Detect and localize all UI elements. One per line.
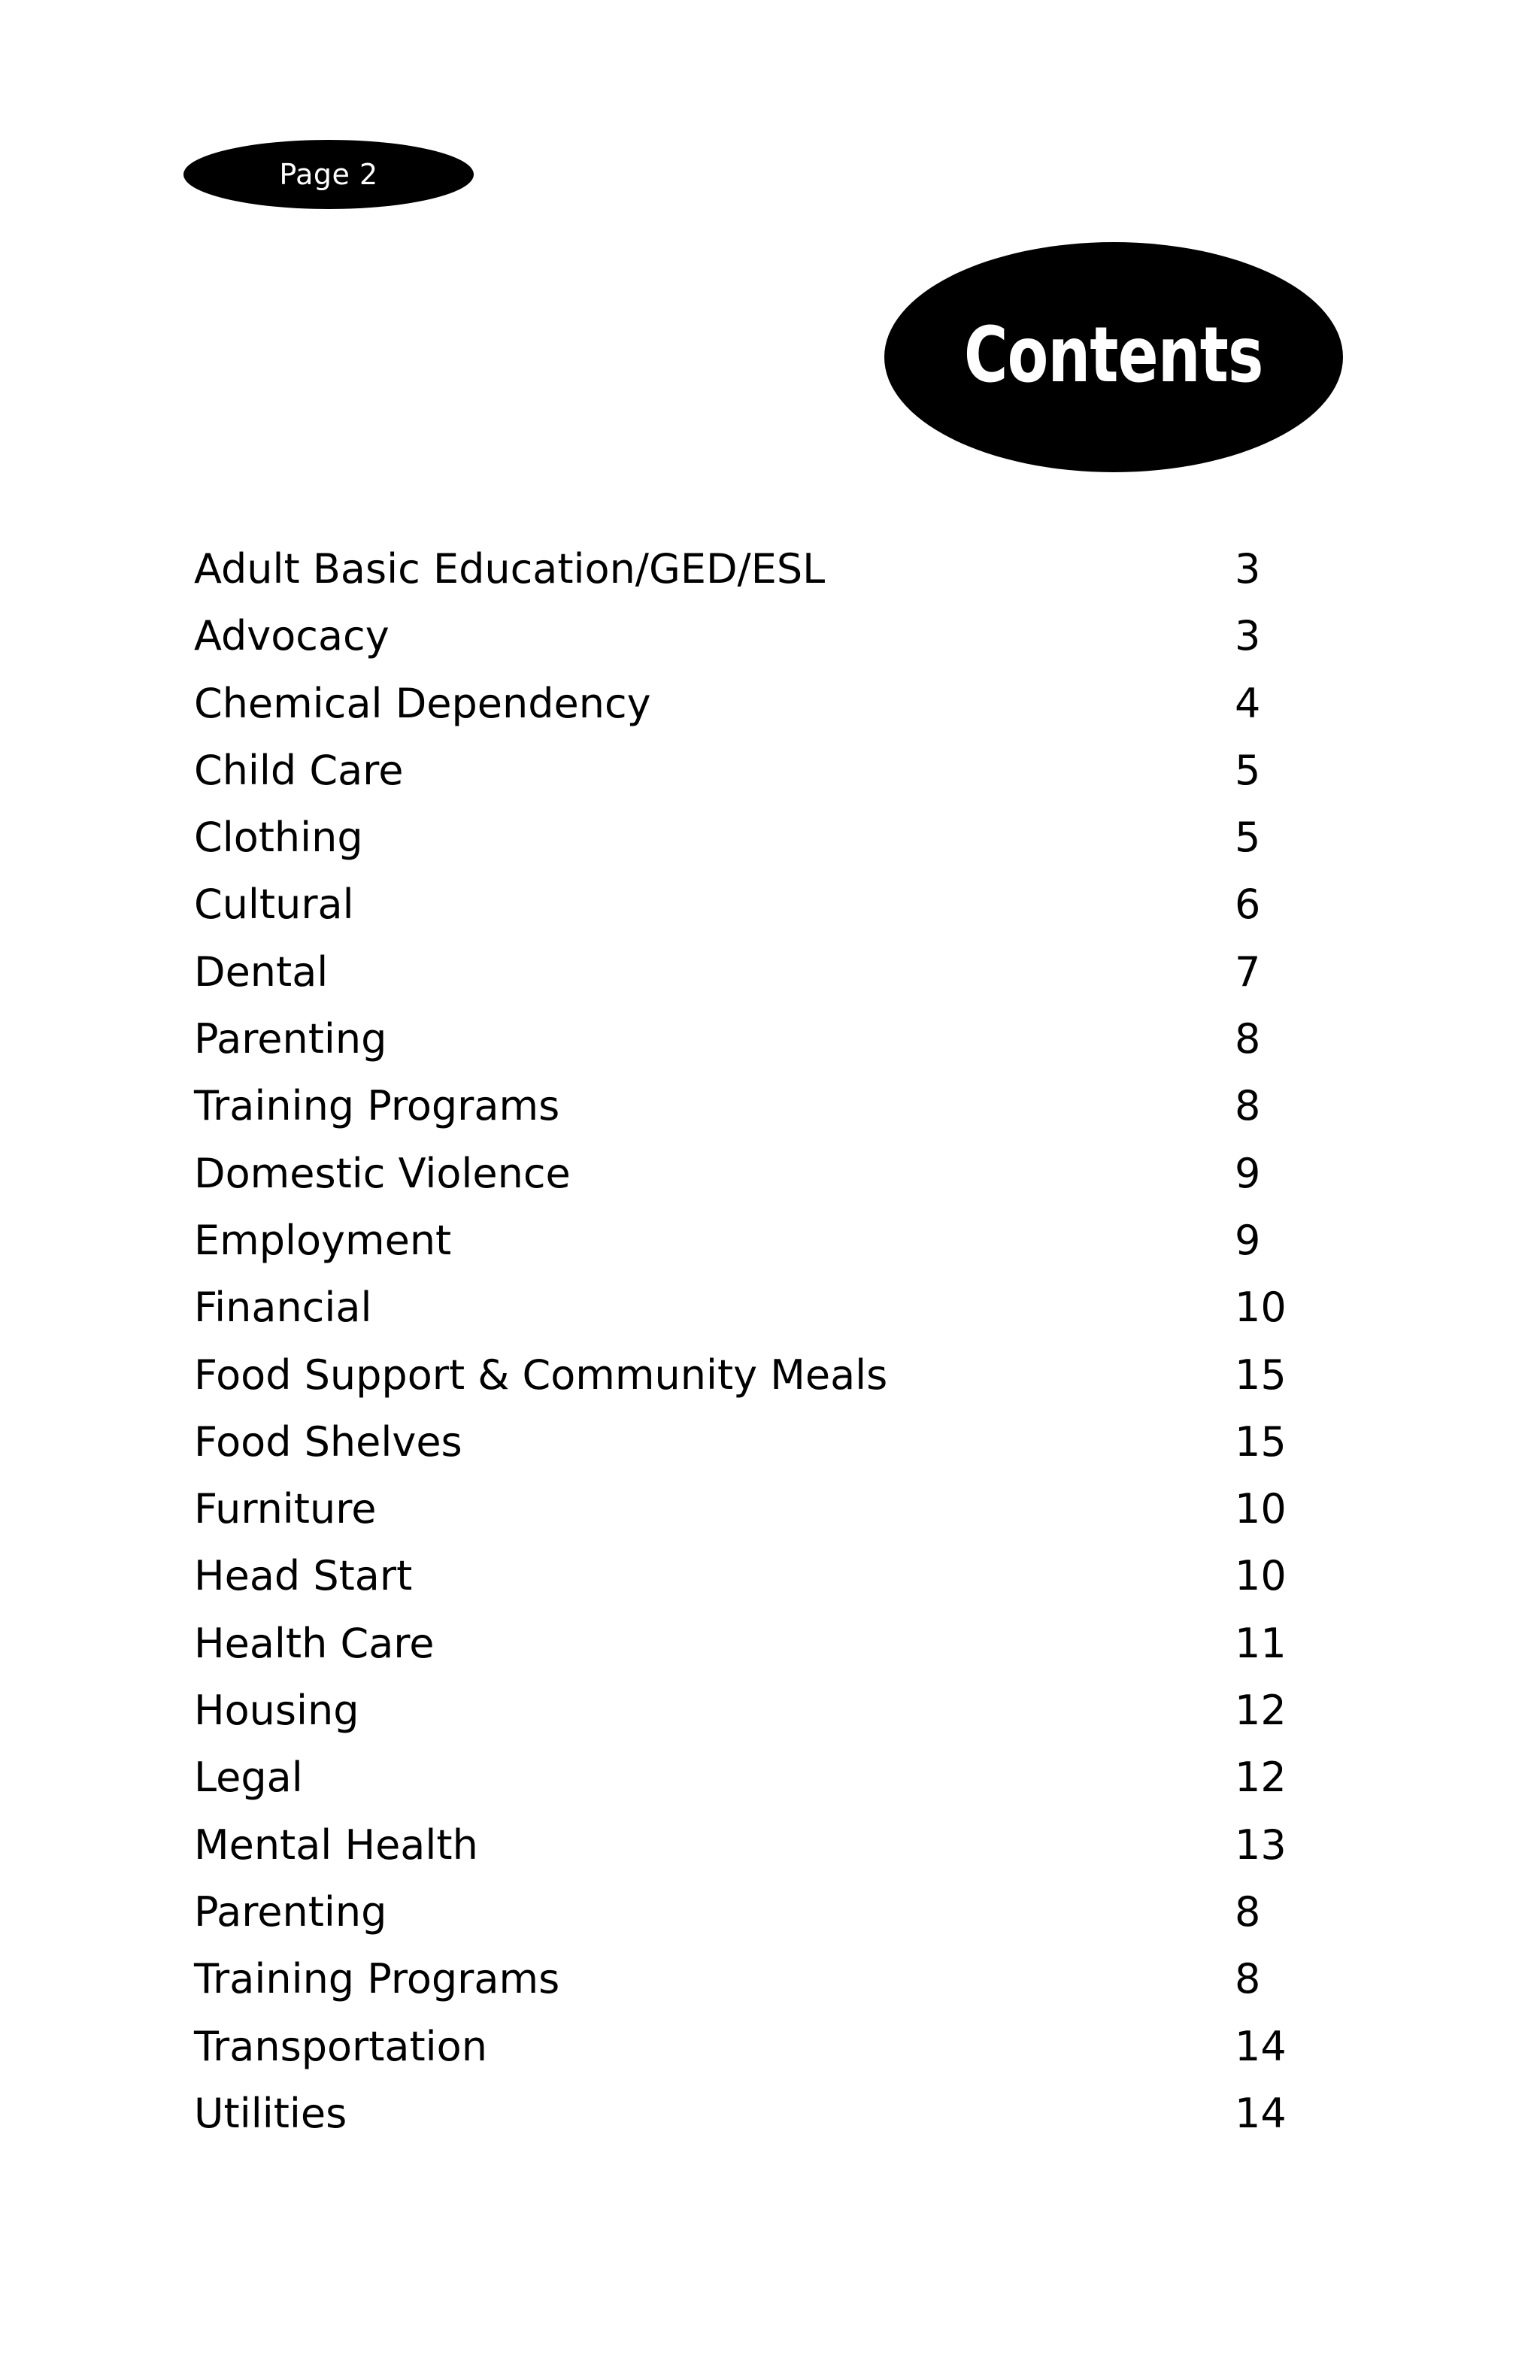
toc-entry-label: Utilities [194,2089,347,2137]
toc-entry-page: 13 [1235,1821,1287,1869]
toc-entry-label: Food Shelves [194,1417,462,1466]
toc-entry-page: 14 [1235,2022,1287,2070]
toc-entry-page: 11 [1235,1619,1287,1667]
toc-row[interactable] [194,670,1299,737]
toc-entry-page: 5 [1235,814,1261,862]
toc-entry-page: 8 [1235,1082,1261,1130]
toc-entry-label: Training Programs [194,1955,560,2003]
toc-row[interactable] [194,871,1299,938]
toc-entry-label: Health Care [194,1619,435,1667]
contents-title-oval [884,242,1343,472]
toc-entry-label: Legal [194,1754,303,1802]
page-number-label: Page 2 [279,158,378,191]
toc-entry-label: Transportation [194,2022,487,2070]
toc-row[interactable] [194,2080,1299,2147]
toc-row[interactable] [194,2013,1299,2080]
toc-row[interactable] [194,938,1299,1005]
toc-row[interactable] [194,1878,1299,1945]
toc-row[interactable] [194,1274,1299,1341]
toc-entry-page: 9 [1235,1149,1261,1197]
page-title: Contents [964,310,1263,400]
toc-row[interactable] [194,1945,1299,2012]
toc-entry-label: Domestic Violence [194,1149,571,1197]
page-number-badge [183,140,474,209]
toc-entry-label: Housing [194,1687,359,1735]
toc-row[interactable] [194,1610,1299,1677]
toc-entry-page: 15 [1235,1417,1287,1466]
toc-entry-page: 3 [1235,612,1261,660]
toc-entry-label: Furniture [194,1485,377,1533]
toc-entry-label: Head Start [194,1552,413,1600]
toc-row[interactable] [194,737,1299,804]
toc-row[interactable] [194,1408,1299,1475]
toc-row[interactable] [194,1542,1299,1609]
toc-entry-label: Adult Basic Education/GED/ESL [194,545,826,593]
toc-row[interactable] [194,1812,1299,1878]
toc-entry-page: 8 [1235,1955,1261,2003]
toc-entry-label: Dental [194,947,329,996]
toc-entry-page: 10 [1235,1552,1287,1600]
toc-entry-page: 15 [1235,1351,1287,1399]
toc-row[interactable] [194,804,1299,871]
toc-row[interactable] [194,1677,1299,1744]
toc-entry-label: Advocacy [194,612,390,660]
toc-entry-page: 12 [1235,1754,1287,1802]
toc-entry-page: 8 [1235,1887,1261,1936]
toc-row[interactable] [194,1475,1299,1542]
toc-entry-page: 7 [1235,947,1261,996]
toc-entry-label: Employment [194,1216,452,1264]
toc-row[interactable] [194,1744,1299,1811]
toc-row[interactable] [194,602,1299,669]
table-of-contents [194,535,1299,2147]
toc-row[interactable] [194,1140,1299,1207]
toc-entry-page: 9 [1235,1216,1261,1264]
toc-entry-page: 10 [1235,1284,1287,1332]
toc-entry-label: Chemical Dependency [194,679,651,727]
toc-row[interactable] [194,1072,1299,1139]
toc-row[interactable] [194,1342,1299,1408]
toc-row[interactable] [194,1005,1299,1072]
toc-entry-page: 14 [1235,2089,1287,2137]
toc-entry-page: 5 [1235,746,1261,794]
toc-row[interactable] [194,1207,1299,1274]
toc-entry-label: Cultural [194,881,354,929]
toc-entry-label: Training Programs [194,1082,560,1130]
toc-entry-label: Financial [194,1284,372,1332]
toc-entry-page: 8 [1235,1015,1261,1063]
toc-entry-label: Parenting [194,1887,387,1936]
toc-entry-label: Food Support & Community Meals [194,1351,888,1399]
toc-entry-page: 4 [1235,679,1261,727]
toc-entry-label: Child Care [194,746,404,794]
toc-entry-label: Parenting [194,1015,387,1063]
toc-entry-label: Clothing [194,814,363,862]
toc-entry-page: 3 [1235,545,1261,593]
toc-row[interactable] [194,535,1299,602]
toc-entry-label: Mental Health [194,1821,478,1869]
toc-entry-page: 12 [1235,1687,1287,1735]
toc-entry-page: 10 [1235,1485,1287,1533]
toc-entry-page: 6 [1235,881,1261,929]
